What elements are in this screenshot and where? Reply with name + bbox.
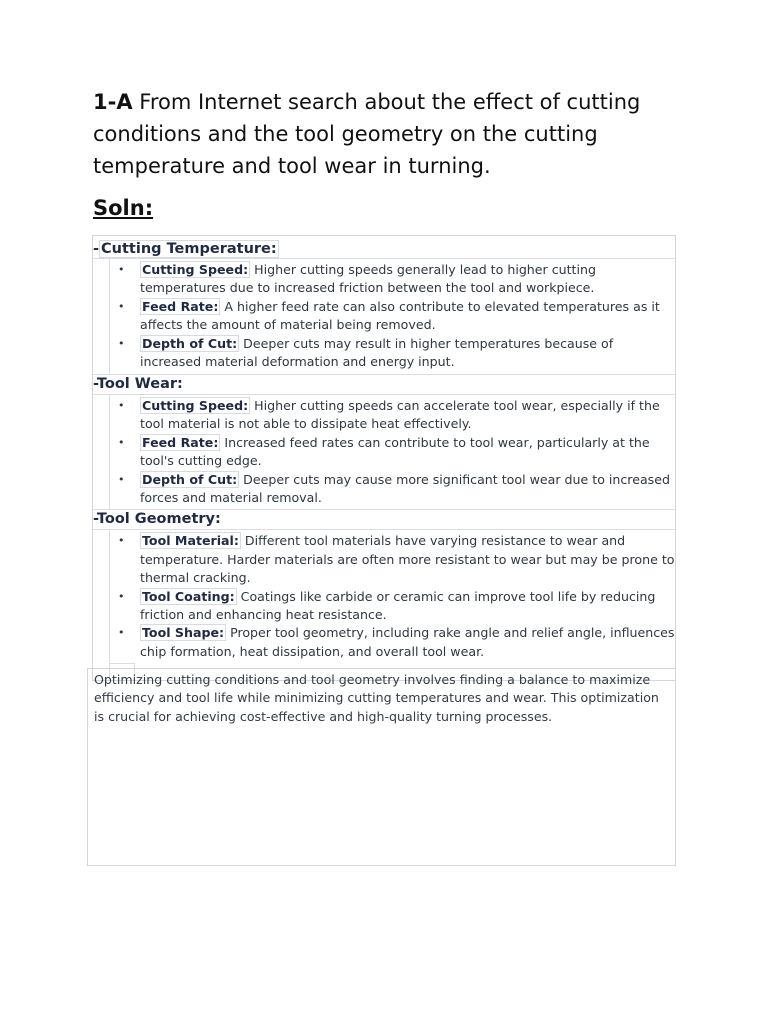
item-text: Deeper cuts may cause more significant tool wear due to increased forces and material removal.	[140, 471, 670, 505]
item-text: Coatings like carbide or ceramic can improve tool life by reducing friction and enhancing heat resistance.	[140, 588, 656, 622]
summary-paragraph: Optimizing cutting conditions and tool geometry involves finding a balance to maximize efficiency and tool life while minimizing cutting temperatures and wear. This optimization is crucial for achieving cost-effective and high-quality turning processes.	[87, 668, 676, 866]
question-number: 1-A	[93, 90, 133, 114]
item-term: Cutting Speed:	[142, 262, 249, 277]
list-item	[140, 624, 675, 660]
item-text: Deeper cuts may result in higher temperatures because of increased material deformation and energy input.	[140, 335, 614, 370]
section-title: Tool Wear:	[96, 375, 183, 392]
section-heading-cutting-temperature	[93, 236, 675, 259]
question-text: From Internet search about the effect of cutting conditions and the tool geometry on the cutting temperature and tool wear in turning.	[93, 90, 641, 178]
item-text: Increased feed rates can contribute to tool wear, particularly at the tool's cutting edge.	[140, 434, 650, 468]
item-text: Proper tool geometry, including rake angle and relief angle, influences chip formation, heat dissipation, and overall tool wear.	[140, 625, 675, 659]
list-item	[140, 471, 675, 507]
section-list-wrapper	[109, 395, 675, 510]
item-term: Tool Coating:	[142, 588, 235, 604]
section-heading-tool-geometry	[93, 509, 675, 530]
section-prefix: -	[93, 375, 97, 392]
list-item	[140, 298, 675, 334]
section-prefix: -	[93, 511, 97, 528]
section-title: Cutting Temperature:	[101, 241, 277, 257]
section-heading-tool-wear	[93, 374, 675, 395]
list-item	[140, 434, 675, 470]
section-prefix: -	[93, 241, 100, 257]
item-text: Higher cutting speeds can accelerate tool wear, especially if the tool material is not able to dissipate heat effectively.	[140, 397, 660, 431]
item-text: A higher feed rate can also contribute to elevated temperatures as it affects the amount of material being removed.	[140, 298, 660, 333]
list-item	[140, 335, 675, 371]
section-list-wrapper	[109, 259, 675, 374]
item-term: Feed Rate:	[142, 298, 219, 314]
bullet-list-tool-geometry	[110, 532, 675, 660]
list-item	[140, 397, 675, 433]
section-title: Tool Geometry:	[96, 511, 221, 528]
bullet-list-tool-wear	[110, 397, 675, 507]
question-heading	[93, 86, 693, 182]
list-item	[140, 261, 675, 297]
item-term: Tool Material:	[142, 533, 239, 549]
item-term: Feed Rate:	[142, 434, 219, 450]
item-term: Tool Shape:	[142, 625, 225, 641]
item-text: Higher cutting speeds generally lead to higher cutting temperatures due to increased friction between the tool and workpiece.	[140, 262, 596, 296]
item-term: Depth of Cut:	[142, 471, 238, 487]
item-term: Cutting Speed:	[142, 397, 249, 413]
section-list-wrapper	[109, 530, 675, 663]
answer-content-box	[92, 235, 676, 681]
solution-label: Soln:	[93, 196, 154, 220]
list-item	[140, 532, 675, 587]
list-item	[140, 588, 675, 624]
bullet-list-cutting-temperature	[110, 261, 675, 371]
item-text: Different tool materials have varying resistance to wear and temperature. Harder materials are often more resistant to wear but may be prone to thermal cracking.	[140, 533, 675, 585]
item-term: Depth of Cut:	[142, 335, 238, 351]
